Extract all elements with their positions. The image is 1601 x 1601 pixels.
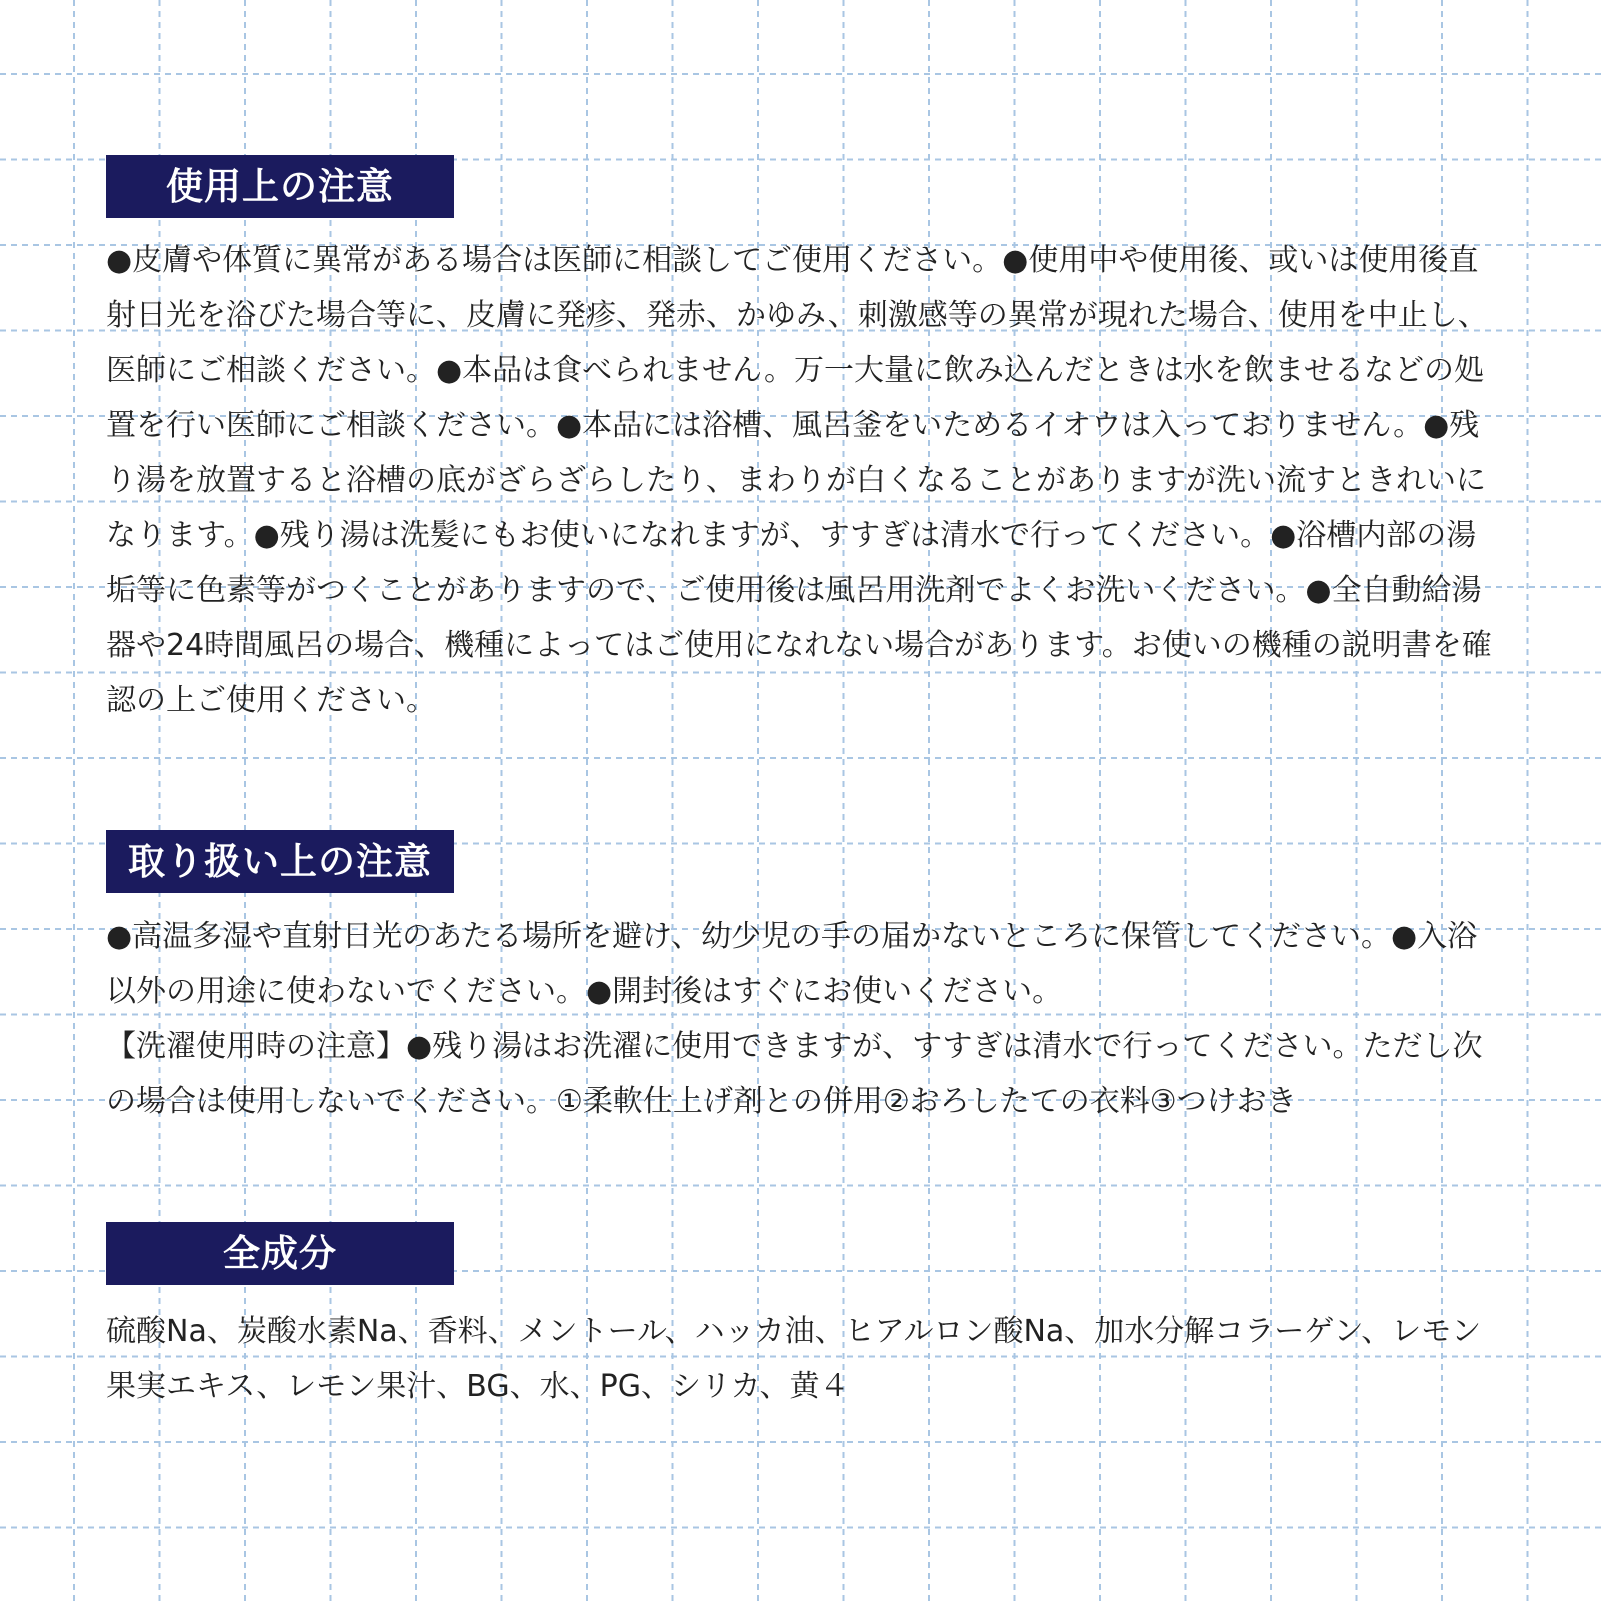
handling-caution-section: [106, 830, 1500, 1129]
handling-caution-heading: 取り扱い上の注意: [106, 830, 454, 893]
usage-caution-section: [106, 155, 1500, 728]
ingredients-heading: 全成分: [106, 1222, 454, 1285]
usage-caution-heading: 使用上の注意: [106, 155, 454, 218]
ingredients-text: 硫酸Na、炭酸水素Na、香料、メントール、ハッカ油、ヒアルロン酸Na、加水分解コラーゲン、レモン果実エキス、レモン果汁、BG、水、PG、シリカ、黄４: [106, 1314, 1482, 1404]
usage-caution-text: ●皮膚や体質に異常がある場合は医師に相談してご使用ください。●使用中や使用後、或いは使用後直射日光を浴びた場合等に、皮膚に発疹、発赤、かゆみ、刺激感等の異常が現れた場合、使用を中止し、医師にご相談ください。●本品は食べられません。万一大量に飲み込んだときは水を飲ませるなどの処置を行い医師にご相談ください。●本品には浴槽、風呂釜をいためるイオウは入っておりません。●残り湯を放置すると浴槽の底がざらざらしたり、まわりが白くなることがありますが洗い流すときれいになります。●残り湯は洗髪にもお使いになれますが、すすぎは清水で行ってください。●浴槽内部の湯垢等に色素等がつくことがありますので、ご使用後は風呂用洗剤でよくお洗いください。●全自動給湯器や24時間風呂の場合、機種によってはご使用になれない場合があります。お使いの機種の説明書を確認の上ご使用ください。: [106, 243, 1492, 718]
handling-caution-text: ●高温多湿や直射日光のあたる場所を避け、幼少児の手の届かないところに保管してください。●入浴以外の用途に使わないでください。●開封後はすぐにお使いください。 【洗濯使用時の注意】●残り湯はお洗濯に使用できますが、すすぎは清水で行ってください。ただし次の場合は使用しないでください。①柔軟仕上げ剤との併用②おろしたての衣料③つけおき: [106, 919, 1483, 1119]
ingredients-section: [106, 1222, 1500, 1414]
